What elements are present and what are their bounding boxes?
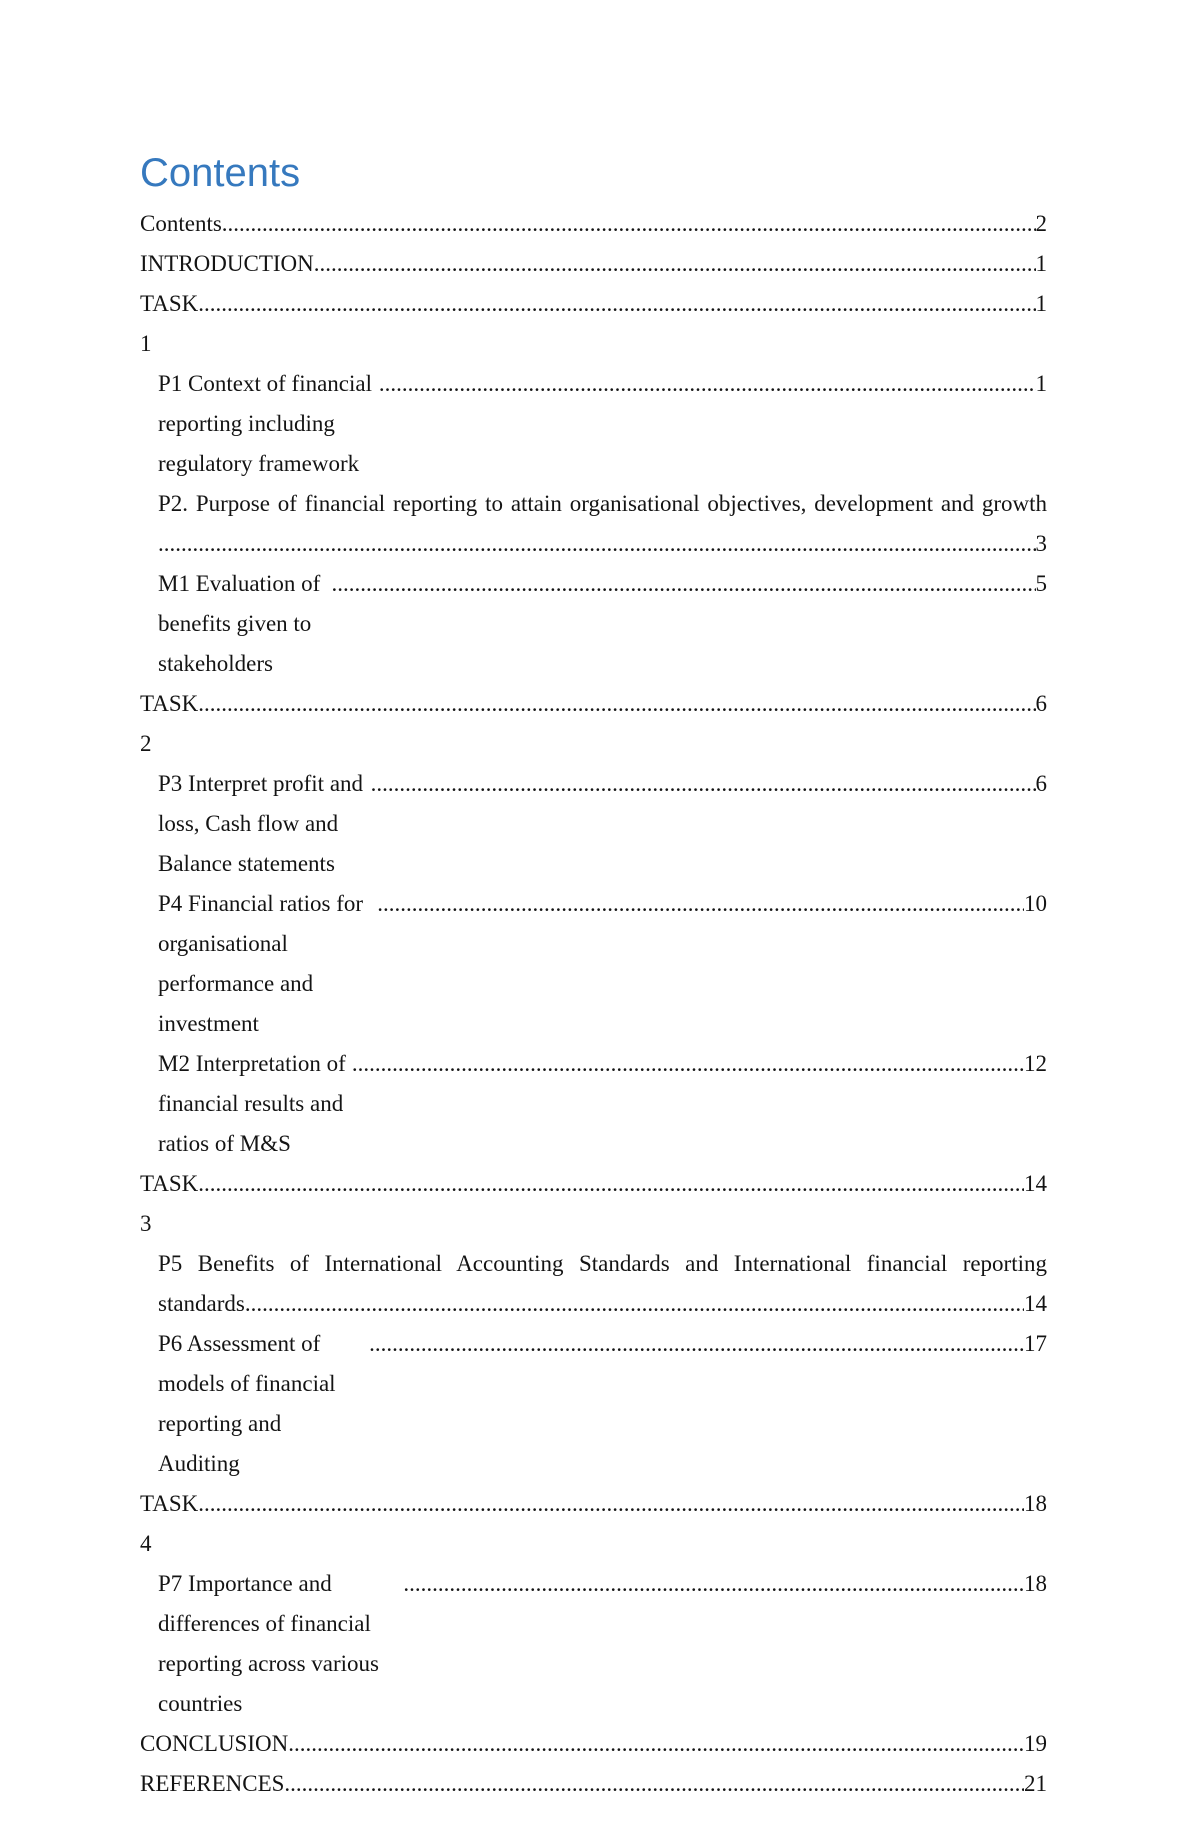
toc-entry-label: CONCLUSION <box>140 1731 289 1756</box>
toc-entry-label: TASK 2 <box>140 691 204 756</box>
toc-entry-label: M2 Interpretation of financial results and ratios of M&S <box>158 1051 352 1156</box>
toc-page-number: 1 <box>1035 371 1047 396</box>
dot-leader <box>331 564 1035 604</box>
toc-entry-contents[interactable] <box>140 204 1047 244</box>
dot-leader <box>352 1044 1024 1084</box>
toc-page-number: 1 <box>1035 251 1047 276</box>
page-title: Contents <box>140 151 301 195</box>
toc-page-number: 12 <box>1024 1051 1047 1076</box>
toc-page-number: 19 <box>1024 1731 1047 1756</box>
toc-entry-p3[interactable] <box>140 764 1047 884</box>
toc-entry-p4[interactable] <box>140 884 1047 1044</box>
toc-page-number: 5 <box>1035 571 1047 596</box>
toc-page-number: 2 <box>1035 211 1047 236</box>
toc-entry-p2[interactable] <box>140 484 1047 564</box>
toc-page-number: 14 <box>1024 1171 1047 1196</box>
dot-leader <box>198 284 1035 324</box>
dot-leader <box>369 1324 1024 1364</box>
toc-page-number: 6 <box>1035 771 1047 796</box>
dot-leader <box>377 884 1024 924</box>
toc-entry-label: TASK 4 <box>140 1491 204 1556</box>
toc-page-number: 17 <box>1024 1331 1047 1356</box>
toc-page-number: 14 <box>1024 1291 1047 1316</box>
toc-page-number: 10 <box>1024 891 1047 916</box>
toc-page-number: 3 <box>1035 531 1047 556</box>
dot-leader <box>288 1724 1024 1764</box>
toc-entry-label: P3 Interpret profit and loss, Cash flow and Balance statements <box>158 771 369 876</box>
toc-entry-label: P1 Context of financial reporting including regulatory framework <box>158 371 378 476</box>
dot-leader <box>198 1164 1024 1204</box>
toc-entry-label: P6 Assessment of models of financial reporting and Auditing <box>158 1331 342 1476</box>
toc-entry-label: INTRODUCTION <box>140 251 314 276</box>
toc-entry-p5[interactable] <box>140 1244 1047 1324</box>
dot-leader <box>198 1484 1024 1524</box>
toc-entry-p1[interactable] <box>140 364 1047 484</box>
toc-entry-p6[interactable] <box>140 1324 1047 1484</box>
toc-entry-label: TASK 3 <box>140 1171 204 1236</box>
toc-entry-label: M1 Evaluation of benefits given to stakeholders <box>158 571 326 676</box>
toc-entry-label: TASK 1 <box>140 291 204 356</box>
toc-entry-p7[interactable] <box>140 1564 1047 1724</box>
dot-leader <box>198 684 1035 724</box>
toc-page-number: 18 <box>1024 1571 1047 1596</box>
toc-entry-conclusion[interactable] <box>140 1724 1047 1764</box>
toc-entry-introduction[interactable] <box>140 244 1047 284</box>
toc-entry-label: Contents <box>140 211 222 236</box>
toc-entry-references[interactable] <box>140 1764 1047 1804</box>
dot-leader <box>284 1764 1024 1804</box>
dot-leader <box>314 244 1036 284</box>
toc-entry-task2[interactable] <box>140 684 1047 764</box>
table-of-contents <box>140 204 1047 1804</box>
toc-entry-label-continued: standards <box>158 1291 245 1316</box>
toc-entry-task1[interactable] <box>140 284 1047 364</box>
dot-leader <box>222 204 1036 244</box>
toc-page-number: 1 <box>1035 291 1047 316</box>
toc-entry-task4[interactable] <box>140 1484 1047 1564</box>
toc-entry-m1[interactable] <box>140 564 1047 684</box>
toc-entry-label: P5 Benefits of International Accounting Standards and International financial reporting <box>158 1251 1047 1276</box>
toc-page-number: 18 <box>1024 1491 1047 1516</box>
toc-entry-label: REFERENCES <box>140 1771 285 1796</box>
toc-page-number: 6 <box>1035 691 1047 716</box>
dot-leader <box>403 1564 1024 1604</box>
dot-leader <box>379 364 1036 404</box>
toc-entry-task3[interactable] <box>140 1164 1047 1244</box>
dot-leader <box>245 1284 1024 1324</box>
dot-leader <box>158 524 1036 564</box>
toc-entry-label: P4 Financial ratios for organisational performance and investment <box>158 891 369 1036</box>
dot-leader <box>371 764 1036 804</box>
toc-entry-m2[interactable] <box>140 1044 1047 1164</box>
toc-entry-label: P7 Importance and differences of financial reporting across various countries <box>158 1571 385 1716</box>
toc-page-number: 21 <box>1024 1771 1047 1796</box>
toc-entry-label: P2. Purpose of financial reporting to attain organisational objectives, development and growth <box>158 491 1047 516</box>
